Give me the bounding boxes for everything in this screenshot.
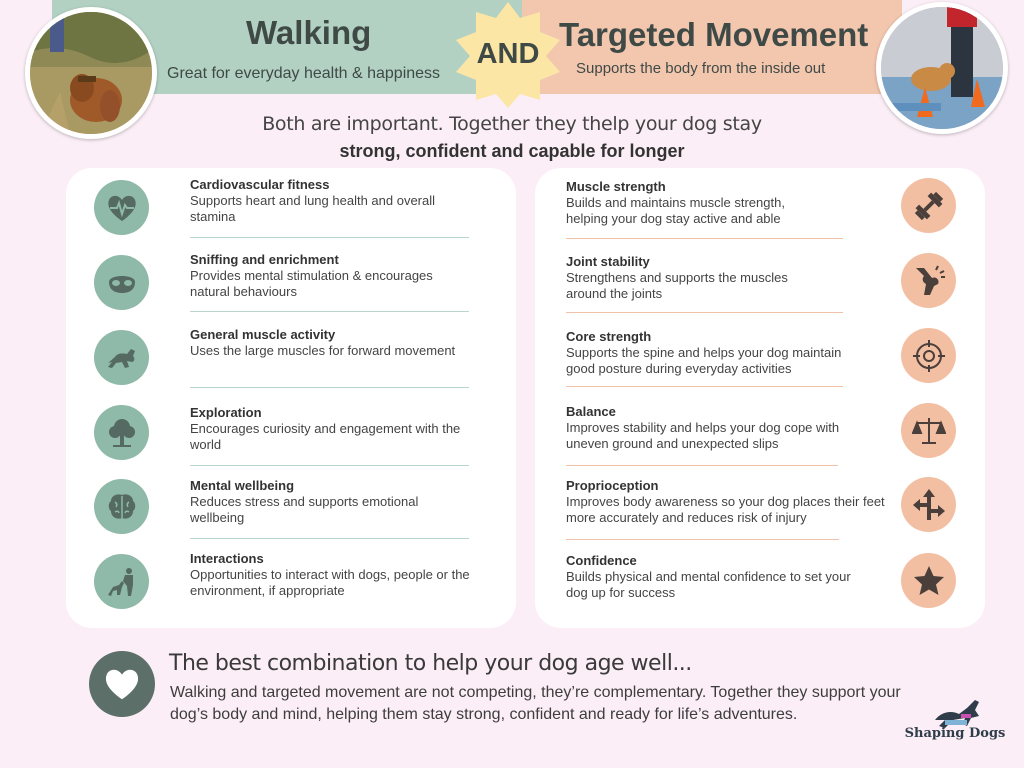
item-title: Exploration [190, 405, 262, 420]
target-icon [901, 328, 956, 383]
movement-item [566, 179, 891, 227]
item-description: Builds physical and mental confidence to set your dog up for success [566, 569, 851, 600]
item-description: Opportunities to interact with dogs, people or the environment, if appropriate [190, 567, 470, 598]
item-title: Cardiovascular fitness [190, 177, 330, 192]
intro-line-1: Both are important. Together they thelp your dog stay [262, 113, 762, 135]
divider [190, 311, 469, 312]
walking-item [190, 177, 470, 225]
walking-item [190, 405, 470, 453]
divider [190, 538, 469, 539]
direction-arrows-icon [901, 477, 956, 532]
item-title: Balance [566, 404, 616, 419]
item-description: Reduces stress and supports emotional wellbeing [190, 494, 419, 525]
logo-text: Shaping Dogs [904, 726, 1006, 741]
walking-item [190, 327, 470, 359]
movement-item [566, 478, 891, 526]
item-title: Muscle strength [566, 179, 666, 194]
item-description: Encourages curiosity and engagement with the world [190, 421, 461, 452]
movement-item [566, 329, 891, 377]
running-dog-icon [94, 330, 149, 385]
movement-item [566, 404, 891, 452]
item-title: Sniffing and enrichment [190, 252, 339, 267]
dog-nose-icon [94, 255, 149, 310]
heart-pulse-icon [94, 180, 149, 235]
item-description: Strengthens and supports the muscles around the joints [566, 270, 788, 301]
item-description: Builds and maintains muscle strength, helping your dog stay active and able [566, 195, 785, 226]
divider [566, 312, 843, 313]
item-title: General muscle activity [190, 327, 336, 342]
movement-item [566, 254, 891, 302]
tree-icon [94, 405, 149, 460]
item-title: Joint stability [566, 254, 650, 269]
footer-title: The best combination to help your dog age well... [169, 651, 692, 676]
heart-icon [89, 651, 155, 717]
footer-body: Walking and targeted movement are not competing, they’re complementary. Together they support your dog’s body and mind, helping them stay strong, confident and ready for life’s adventures. [170, 684, 901, 723]
divider [566, 465, 838, 466]
walking-title: Walking [246, 14, 372, 51]
joint-icon [901, 253, 956, 308]
walking-item [190, 252, 470, 300]
movement-item [566, 553, 891, 601]
walking-item [190, 551, 470, 599]
divider [566, 238, 843, 239]
divider [190, 465, 469, 466]
star-icon [901, 553, 956, 608]
item-title: Mental wellbeing [190, 478, 295, 493]
divider [190, 237, 469, 238]
walking-item [190, 478, 470, 526]
shaping-dogs-logo [905, 690, 1005, 750]
item-title: Core strength [566, 329, 652, 344]
item-description: Uses the large muscles for forward movement [190, 343, 456, 358]
person-and-dog-icon [94, 554, 149, 609]
targeted-movement-subtitle: Supports the body from the inside out [576, 60, 826, 77]
item-description: Improves stability and helps your dog cope with uneven ground and unexpected slips [566, 420, 840, 451]
divider [190, 387, 469, 388]
item-title: Interactions [190, 551, 264, 566]
item-description: Supports heart and lung health and overall stamina [190, 193, 436, 224]
dumbbell-icon [901, 178, 956, 233]
brain-icon [94, 479, 149, 534]
targeted-movement-title: Targeted Movement [559, 16, 869, 53]
item-title: Confidence [566, 553, 637, 568]
intro-line-2: strong, confident and capable for longer [339, 141, 685, 161]
and-label: AND [476, 38, 540, 70]
divider [566, 386, 843, 387]
item-description: Provides mental stimulation & encourages natural behaviours [190, 268, 433, 299]
walking-subtitle: Great for everyday health & happiness [167, 65, 441, 82]
divider [566, 539, 839, 540]
item-description: Supports the spine and helps your dog maintain good posture during everyday activities [566, 345, 842, 376]
item-description: Improves body awareness so your dog places their feet more accurately and reduces risk of injury [566, 494, 885, 525]
scales-icon [901, 403, 956, 458]
item-title: Proprioception [566, 478, 659, 493]
